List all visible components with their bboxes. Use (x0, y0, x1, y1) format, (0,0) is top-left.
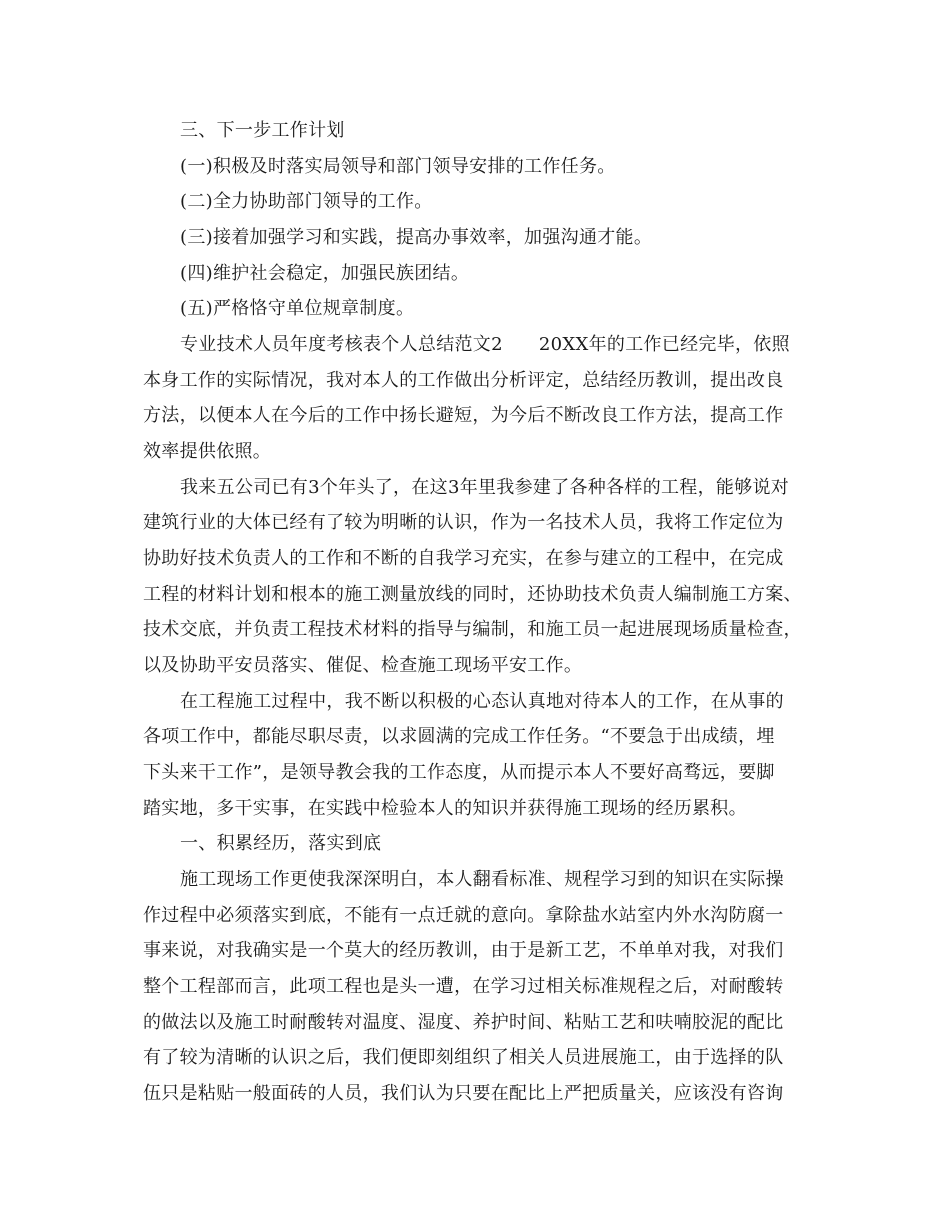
paragraph-line: 伍只是粘贴一般面砖的人员，我们认为只要在配比上严把质量关，应该没有咨询 (143, 1083, 784, 1104)
paragraph-line: 以及协助平安员落实、催促、检查施工现场平安工作。 (143, 655, 583, 676)
plan-item-4: (四)维护社会稳定，加强民族团结。 (180, 263, 470, 284)
paragraph-line: 效率提供依照。 (143, 441, 272, 462)
paragraph-line: 技术交底，并负责工程技术材料的指导与编制，和施工员一起进展现场质量检查， (143, 619, 802, 640)
paragraph-line: 踏实地，多干实事，在实践中检验本人的知识并获得施工现场的经历累积。 (143, 798, 747, 819)
paragraph-line: 在工程施工过程中，我不断以积极的心态认真地对待本人的工作，在从事的 (180, 691, 784, 712)
paragraph-line: 本身工作的实际情况，我对本人的工作做出分析评定，总结经历教训，提出改良 (143, 370, 784, 391)
paragraph-line: 下头来干工作”，是领导教会我的工作态度，从而提示本人不要好高骛远，要脚 (143, 762, 775, 783)
plan-item-5: (五)严格恪守单位规章制度。 (180, 298, 415, 319)
paragraph-line: 事来说，对我确实是一个莫大的经历教训，由于是新工艺，不单单对我，对我们 (143, 940, 784, 961)
paragraph-line: 协助好技术负责人的工作和不断的自我学习充实，在参与建立的工程中，在完成 (143, 548, 784, 569)
plan-item-3: (三)接着加强学习和实践，提高办事效率，加强沟通才能。 (180, 227, 653, 248)
paragraph-line: 施工现场工作更使我深深明白，本人翻看标准、规程学习到的知识在实际操 (180, 869, 784, 890)
article-title-line (180, 333, 850, 357)
paragraph-line: 作过程中必须落实到底，不能有一点迁就的意向。拿除盐水站室内外水沟防腐一 (143, 905, 784, 926)
section-heading-plan: 三、下一步工作计划 (180, 120, 345, 141)
paragraph-line: 建筑行业的大体已经有了较为明晰的认识，作为一名技术人员，我将工作定位为 (143, 512, 784, 533)
paragraph-line: 我来五公司已有3个年头了，在这3年里我参建了各种各样的工程，能够说对 (180, 477, 790, 498)
paragraph-line: 方法，以便本人在今后的工作中扬长避短，为今后不断改良工作方法，提高工作 (143, 405, 784, 426)
article-title: 专业技术人员年度考核表个人总结范文2 (180, 334, 503, 355)
paragraph-text: 20XX年的工作已经完毕，依照 (538, 334, 790, 355)
plan-item-1: (一)积极及时落实局领导和部门领导安排的工作任务。 (180, 156, 616, 177)
paragraph-line: 各项工作中，都能尽职尽责，以求圆满的完成工作任务。“不要急于出成绩，埋 (143, 726, 775, 747)
plan-item-2: (二)全力协助部门领导的工作。 (180, 191, 433, 212)
paragraph-line: 的做法以及施工时耐酸转对温度、湿度、养护时间、粘贴工艺和呋喃胶泥的配比 (143, 1012, 784, 1033)
paragraph-line: 整个工程部而言，此项工程也是头一遭，在学习过相关标准规程之后，对耐酸转 (143, 976, 784, 997)
paragraph-line: 工程的材料计划和根本的施工测量放线的同时，还协助技术负责人编制施工方案、 (143, 584, 802, 605)
section-heading-experience: 一、积累经历，落实到底 (180, 833, 382, 854)
paragraph-line: 有了较为清晰的认识之后，我们便即刻组织了相关人员进展施工，由于选择的队 (143, 1047, 784, 1068)
